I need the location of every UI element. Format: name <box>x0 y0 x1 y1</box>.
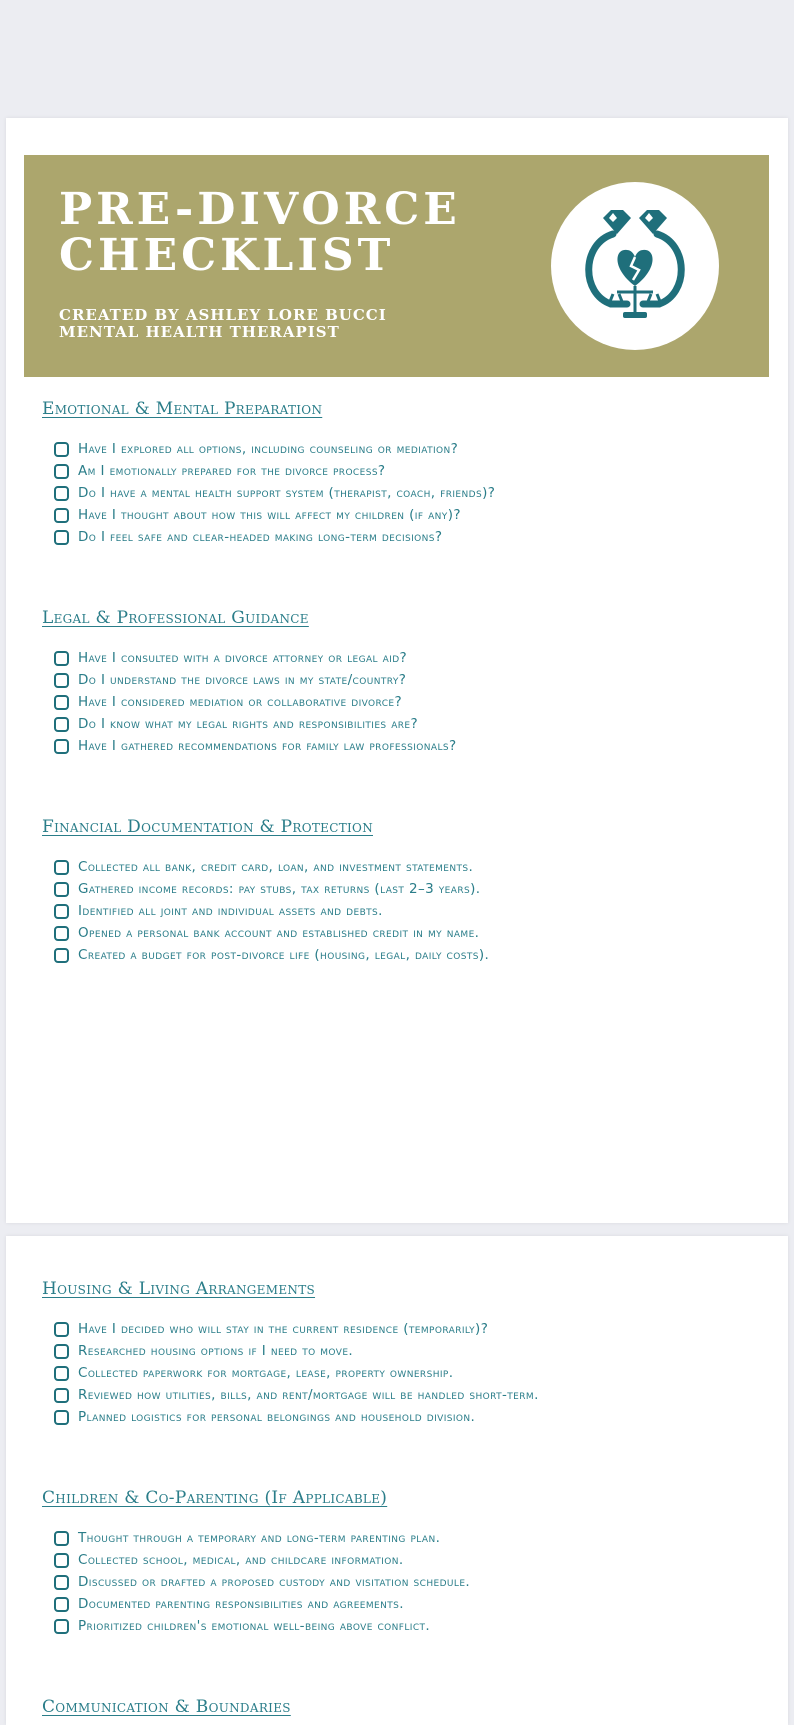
checklist <box>42 856 782 966</box>
item-text: Have I consulted with a divorce attorney or legal aid? <box>78 650 408 666</box>
checklist-item <box>42 735 782 757</box>
item-text: Collected all bank, credit card, loan, and investment statements. <box>78 859 474 875</box>
checkbox[interactable] <box>54 904 69 919</box>
checkbox[interactable] <box>54 1388 69 1403</box>
item-text: Documented parenting responsibilities and agreements. <box>78 1596 404 1612</box>
checkbox[interactable] <box>54 948 69 963</box>
checklist-item <box>42 1593 782 1615</box>
author-credit <box>59 307 387 341</box>
checkbox[interactable] <box>54 1575 69 1590</box>
checklist-item <box>42 504 782 526</box>
checklist-item <box>42 922 782 944</box>
checklist-item <box>42 482 782 504</box>
item-text: Opened a personal bank account and established credit in my name. <box>78 925 480 941</box>
item-text: Gathered income records: pay stubs, tax returns (last 2–3 years). <box>78 881 481 897</box>
item-text: Created a budget for post-divorce life (housing, legal, daily costs). <box>78 947 490 963</box>
page-1 <box>6 118 788 1223</box>
section-title: Communication & Boundaries <box>42 1697 291 1717</box>
section-financial <box>42 815 782 966</box>
checkbox[interactable] <box>54 530 69 545</box>
checkbox[interactable] <box>54 486 69 501</box>
checklist-item <box>42 1340 782 1362</box>
checklist-item <box>42 691 782 713</box>
checkbox[interactable] <box>54 508 69 523</box>
checklist-item <box>42 438 782 460</box>
item-text: Am I emotionally prepared for the divorce process? <box>78 463 386 479</box>
logo <box>551 182 719 350</box>
checklist-item <box>42 1384 782 1406</box>
checklist-item <box>42 1527 782 1549</box>
item-text: Do I understand the divorce laws in my state/country? <box>78 672 407 688</box>
checklist-item <box>42 1571 782 1593</box>
item-text: Have I considered mediation or collaborative divorce? <box>78 694 403 710</box>
checklist-item <box>42 878 782 900</box>
section-children <box>42 1486 782 1637</box>
checklist-item <box>42 526 782 548</box>
checklist-item <box>42 1362 782 1384</box>
item-text: Researched housing options if I need to move. <box>78 1343 354 1359</box>
checklist <box>42 1527 782 1637</box>
checkbox[interactable] <box>54 442 69 457</box>
section-title: Housing & Living Arrangements <box>42 1279 316 1299</box>
item-text: Do I know what my legal rights and responsibilities are? <box>78 716 419 732</box>
checkbox[interactable] <box>54 1531 69 1546</box>
checkbox[interactable] <box>54 673 69 688</box>
item-text: Have I explored all options, including counseling or mediation? <box>78 441 459 457</box>
section-housing <box>42 1277 782 1428</box>
checklist-item <box>42 460 782 482</box>
checkbox[interactable] <box>54 1344 69 1359</box>
checkbox[interactable] <box>54 651 69 666</box>
section-emotional <box>42 397 782 548</box>
checkbox[interactable] <box>54 1366 69 1381</box>
author-role: MENTAL HEALTH THERAPIST <box>59 323 340 341</box>
section-title: Children & Co-Parenting (If Applicable) <box>42 1488 388 1508</box>
section-legal <box>42 606 782 757</box>
item-text: Identified all joint and individual assets and debts. <box>78 903 383 919</box>
checklist-item <box>42 713 782 735</box>
section-title: Financial Documentation & Protection <box>42 817 373 837</box>
item-text: Planned logistics for personal belongings and household division. <box>78 1409 476 1425</box>
item-text: Collected paperwork for mortgage, lease, property ownership. <box>78 1365 454 1381</box>
item-text: Discussed or drafted a proposed custody and visitation schedule. <box>78 1574 471 1590</box>
checklist-item <box>42 1615 782 1637</box>
item-text: Reviewed how utilities, bills, and rent/mortgage will be handled short-term. <box>78 1387 539 1403</box>
checkbox[interactable] <box>54 926 69 941</box>
checkbox[interactable] <box>54 1553 69 1568</box>
checkbox[interactable] <box>54 464 69 479</box>
checkbox[interactable] <box>54 695 69 710</box>
checkbox[interactable] <box>54 717 69 732</box>
checklist-item <box>42 1406 782 1428</box>
checklist-item <box>42 944 782 966</box>
section-title: Legal & Professional Guidance <box>42 608 309 628</box>
checklist <box>42 1318 782 1428</box>
checklist <box>42 438 782 548</box>
item-text: Thought through a temporary and long-term parenting plan. <box>78 1530 441 1546</box>
item-text: Do I feel safe and clear-headed making long-term decisions? <box>78 529 443 545</box>
rings-broken-heart-scales-icon <box>551 182 719 350</box>
item-text: Have I decided who will stay in the current residence (temporarily)? <box>78 1321 489 1337</box>
checkbox[interactable] <box>54 1597 69 1612</box>
checklist-item <box>42 1318 782 1340</box>
page-title: PRE-DIVORCE CHECKLIST <box>59 184 461 281</box>
checkbox[interactable] <box>54 1619 69 1634</box>
item-text: Collected school, medical, and childcare information. <box>78 1552 404 1568</box>
checkbox[interactable] <box>54 1410 69 1425</box>
checklist <box>42 647 782 757</box>
checkbox[interactable] <box>54 860 69 875</box>
checklist-item <box>42 647 782 669</box>
item-text: Do I have a mental health support system (therapist, coach, friends)? <box>78 485 496 501</box>
checkbox[interactable] <box>54 882 69 897</box>
author-name: CREATED BY ASHLEY LORE BUCCI <box>59 306 387 324</box>
section-communication <box>42 1695 782 1719</box>
section-title: Emotional & Mental Preparation <box>42 399 323 419</box>
item-text: Prioritized children's emotional well-being above conflict. <box>78 1618 431 1634</box>
checklist-item <box>42 856 782 878</box>
checklist-item <box>42 1549 782 1571</box>
checklist-item <box>42 900 782 922</box>
checklist-item <box>42 669 782 691</box>
page-2 <box>6 1236 788 1725</box>
item-text: Have I gathered recommendations for family law professionals? <box>78 738 457 754</box>
checkbox[interactable] <box>54 1322 69 1337</box>
header-banner <box>24 155 769 377</box>
checkbox[interactable] <box>54 739 69 754</box>
item-text: Have I thought about how this will affect my children (if any)? <box>78 507 461 523</box>
